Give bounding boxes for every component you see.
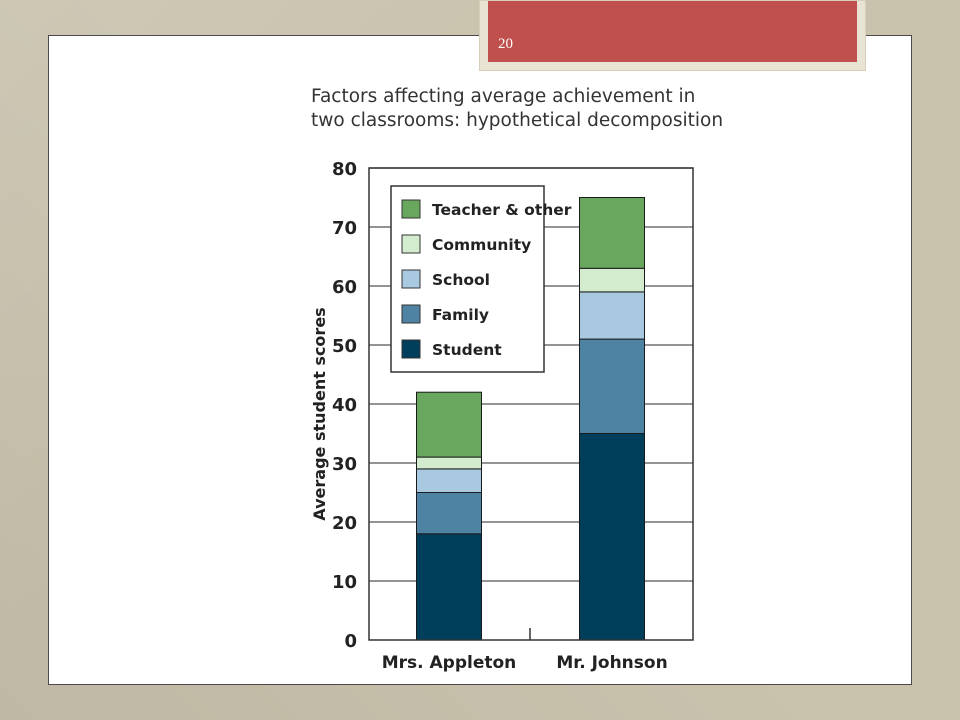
legend-swatch <box>402 200 420 218</box>
bar-segment <box>580 198 645 269</box>
y-tick-label: 40 <box>331 395 357 416</box>
bar-segment <box>417 392 482 457</box>
x-tick-label: Mr. Johnson <box>556 653 668 673</box>
y-tick-labels <box>332 159 357 652</box>
y-tick-label: 20 <box>331 513 357 534</box>
bar-segment <box>580 434 645 641</box>
page-number: 20 <box>498 36 513 52</box>
chart-title <box>311 86 723 131</box>
bar-segment <box>580 339 645 433</box>
y-tick-label: 50 <box>331 336 357 357</box>
y-tick-label: 10 <box>331 572 357 593</box>
y-tick-label: 0 <box>344 631 357 652</box>
legend <box>391 186 572 372</box>
y-tick-label: 30 <box>331 454 357 475</box>
y-axis-label-text: Average student scores <box>310 307 329 521</box>
bar-segment <box>580 268 645 292</box>
legend-label: Teacher & other <box>432 201 572 219</box>
legend-label: School <box>432 271 490 289</box>
legend-label: Community <box>432 236 532 254</box>
legend-label: Family <box>432 306 490 324</box>
chart-title-line: Factors affecting average achievement in <box>311 86 696 107</box>
legend-label: Student <box>432 341 502 359</box>
y-tick-label: 70 <box>331 218 357 239</box>
y-tick-label: 60 <box>331 277 357 298</box>
legend-swatch <box>402 270 420 288</box>
bar-segment <box>580 292 645 339</box>
bar-segment <box>417 457 482 469</box>
bar-segment <box>417 534 482 640</box>
chart-title-line: two classrooms: hypothetical decomposition <box>311 110 724 131</box>
legend-swatch <box>402 340 420 358</box>
legend-swatch <box>402 305 420 323</box>
y-axis-label <box>310 307 329 520</box>
bar-segment <box>417 493 482 534</box>
x-tick-label: Mrs. Appleton <box>381 653 517 673</box>
y-tick-label: 80 <box>331 159 357 180</box>
legend-swatch <box>402 235 420 253</box>
x-tick-labels <box>382 653 668 673</box>
bar-segment <box>417 469 482 493</box>
